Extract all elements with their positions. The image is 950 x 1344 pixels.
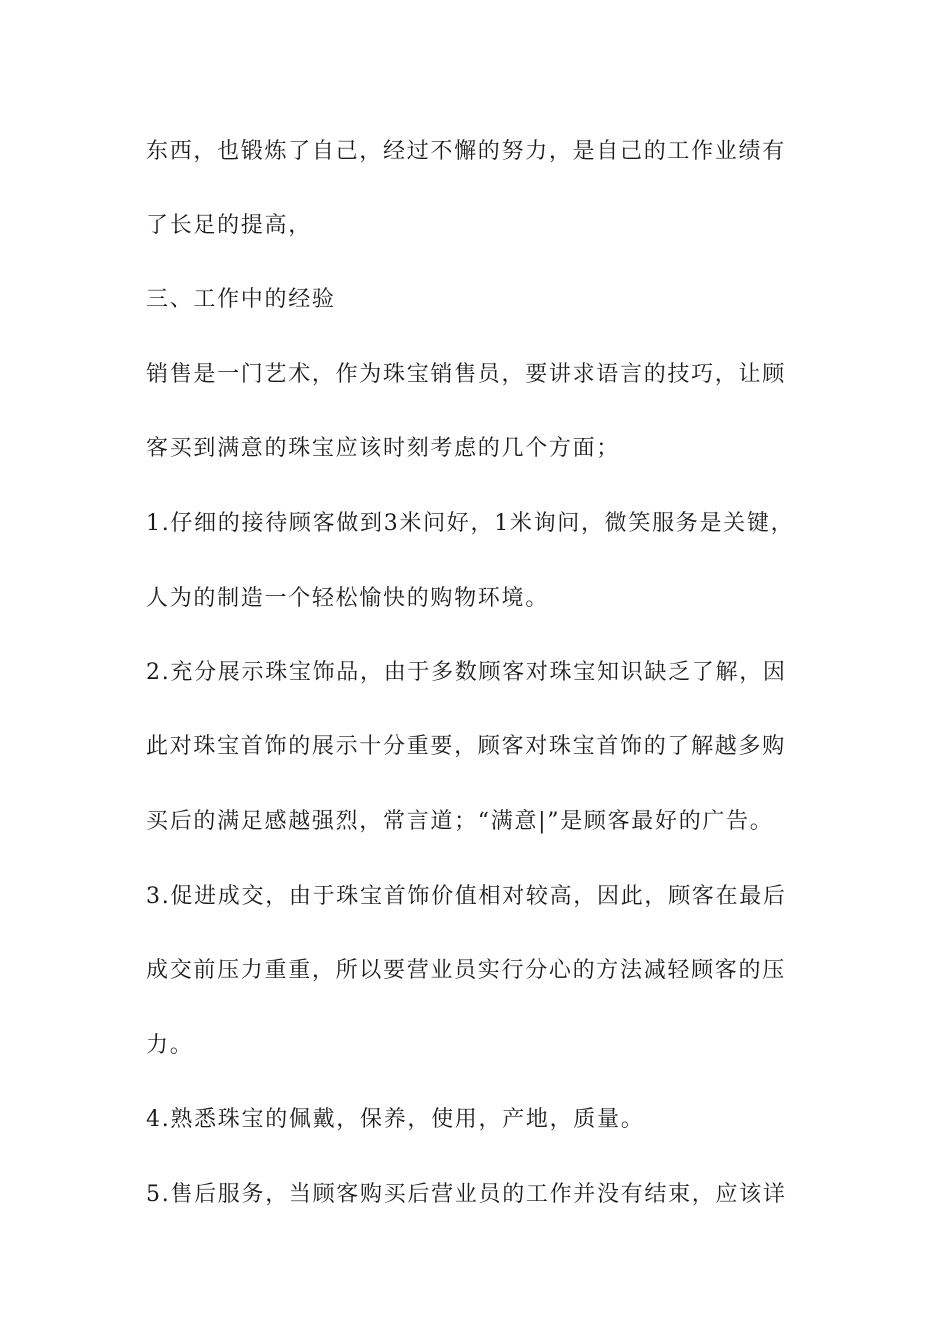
list-item: 3.促进成交，由于珠宝首饰价值相对较高，因此，顾客在最后 [146,884,787,909]
text-line: 买后的满足感越强烈，常言道；“满意|”是顾客最好的广告。 [146,809,774,834]
text-line: 了长足的提高， [146,213,312,238]
list-item: 1.仔细的接待顾客做到3米问好，1米询问，微笑服务是关键， [146,511,795,536]
text-line: 此对珠宝首饰的展示十分重要，顾客对珠宝首饰的了解越多购 [146,734,786,759]
text-line: 成交前压力重重，所以要营业员实行分心的方法减轻顾客的压 [146,958,786,983]
text-line: 东西，也锻炼了自己，经过不懈的努力，是自己的工作业绩有 [146,139,786,164]
list-item: 4.熟悉珠宝的佩戴，保养，使用，产地，质量。 [146,1107,645,1132]
list-item: 2.充分展示珠宝饰品，由于多数顾客对珠宝知识缺乏了解，因 [146,660,787,685]
list-item: 5.售后服务，当顾客购买后营业员的工作并没有结束，应该详 [146,1182,787,1207]
text-line: 客买到满意的珠宝应该时刻考虑的几个方面； [146,436,621,461]
text-line: 人为的制造一个轻松愉快的购物环境。 [146,586,549,611]
text-line: 力。 [146,1033,194,1058]
text-line: 销售是一门艺术，作为珠宝销售员，要讲求语言的技巧，让顾 [146,362,786,387]
section-heading: 三、工作中的经验 [146,287,336,312]
